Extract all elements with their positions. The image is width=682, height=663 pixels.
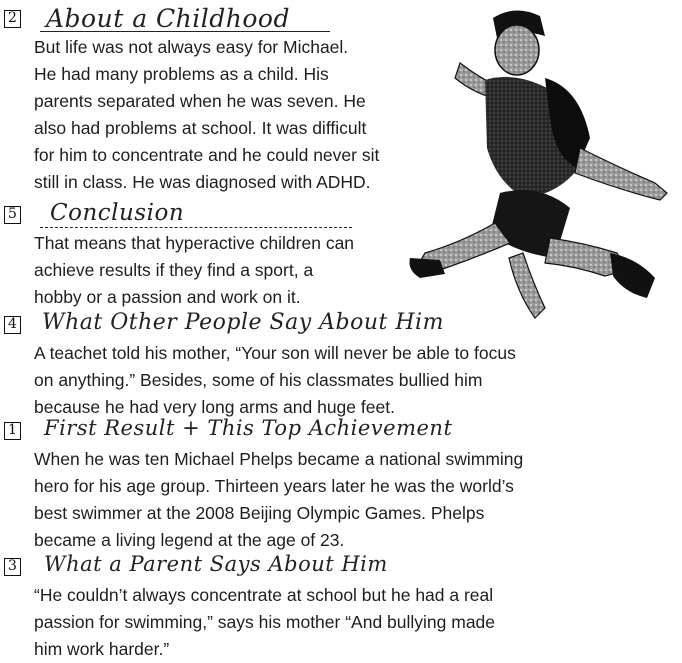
- section-heading-row: [0, 200, 440, 230]
- section-number-box: 3: [4, 558, 21, 576]
- section-number-box: 2: [4, 10, 21, 28]
- section-heading-row: [0, 416, 640, 446]
- handwritten-heading: What Other People Say About Him: [42, 310, 444, 335]
- section-what-people-say: [0, 310, 620, 421]
- heading-underline: [40, 227, 352, 228]
- heading-underline: [40, 31, 330, 32]
- section-body-text: That means that hyperactive children can achieve results if they find a sport, a hobby or a passion and work on it.: [34, 233, 355, 307]
- section-body-text: When he was ten Michael Phelps became a national swimming hero for his age group. Thirteen years later he was the world’s best swimmer at the 2008 Beijing Olympic Games. Phelps became a living legend at the age of 23.: [34, 449, 524, 550]
- section-heading-row: [0, 552, 640, 582]
- section-number-box: 4: [4, 316, 21, 334]
- handwritten-heading: First Result + This Top Achievement: [44, 416, 453, 440]
- jumping-boy-photo: [405, 8, 682, 326]
- section-childhood: [0, 4, 440, 196]
- section-body-text: But life was not always easy for Michael. He had many problems as a child. His parents separated when he was seven. He also had problems at school. It was difficult for him to concentrate and he could never sit still in class. He was diagnosed with ADHD.: [34, 37, 380, 192]
- section-body-text: “He couldn’t always concentrate at school but he had a real passion for swimming,” says his mother “And bullying made him work harder.”: [34, 585, 496, 659]
- section-body-text: A teachet told his mother, “Your son will never be able to focus on anything.” Besides, some of his classmates bullied him because he had very long arms and huge feet.: [34, 343, 516, 417]
- handwritten-heading: What a Parent Says About Him: [44, 552, 388, 576]
- handwritten-heading: About a Childhood: [46, 4, 290, 33]
- section-number-box: 5: [4, 206, 21, 224]
- section-heading-row: [0, 4, 440, 34]
- section-conclusion: [0, 200, 440, 311]
- section-first-result: [0, 416, 640, 554]
- handwritten-heading: Conclusion: [50, 200, 185, 226]
- section-number-box: 1: [4, 422, 21, 440]
- section-parent-says: [0, 552, 640, 663]
